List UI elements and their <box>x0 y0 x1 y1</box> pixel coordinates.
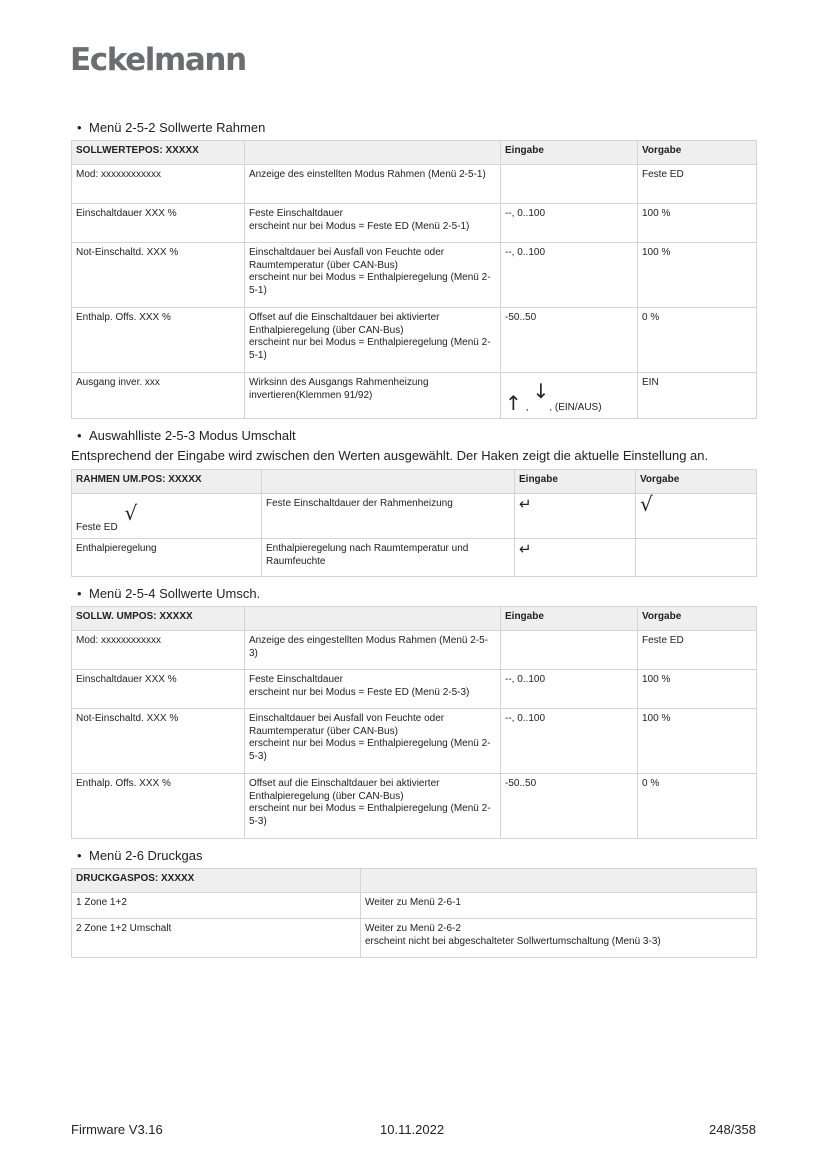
table-cell: Feste ED <box>638 631 757 670</box>
table-cell: Anzeige des einstellten Modus Rahmen (Menü 2-5-1) <box>245 165 501 204</box>
table-cell: -50..50 <box>501 774 638 839</box>
table-cell: Enthalpieregelung <box>72 539 262 577</box>
table-cell: 1 Zone 1+2 <box>72 893 361 919</box>
table-row <box>72 670 757 709</box>
table-row <box>72 204 757 243</box>
table-cell: Einschaltdauer bei Ausfall von Feuchte oder Raumtemperatur (über CAN-Bus) erscheint nur bei Modus = Enthalpieregelung (Menü 2-5-1) <box>245 243 501 308</box>
header-cell: Eingabe <box>515 470 636 494</box>
table-cell: Ausgang inver. xxx <box>72 373 245 419</box>
table-cell: Feste Einschaltdauer erscheint nur bei Modus = Feste ED (Menü 2-5-1) <box>245 204 501 243</box>
header-cell: Eingabe <box>501 607 638 631</box>
toggle-label: , (EIN/AUS) <box>549 401 602 413</box>
footer-date: 10.11.2022 <box>380 1122 445 1137</box>
header-cell <box>262 470 515 494</box>
header-cell: Vorgabe <box>638 607 757 631</box>
table-cell: 0 % <box>638 308 757 373</box>
table-cell: 100 % <box>638 243 757 308</box>
enter-icon: ↵ <box>519 540 532 558</box>
header-cell: Vorgabe <box>636 470 757 494</box>
table-cell: Enthalp. Offs. XXX % <box>72 774 245 839</box>
table-row <box>72 494 757 539</box>
table-header-row <box>72 470 757 494</box>
section-title: • Menü 2-5-4 Sollwerte Umsch. <box>77 586 261 601</box>
header-cell: SOLLW. UMPOS: XXXXX <box>72 607 245 631</box>
table-row <box>72 539 757 577</box>
sollwerte-rahmen-table <box>71 140 757 419</box>
table-cell <box>636 494 757 539</box>
table-cell: --, 0..100 <box>501 670 638 709</box>
table-cell: Mod: xxxxxxxxxxxx <box>72 165 245 204</box>
header-cell <box>245 607 501 631</box>
table-cell <box>501 631 638 670</box>
table-cell: Offset auf die Einschaltdauer bei aktivierter Enthalpieregelung (über CAN-Bus) erscheint nur bei Modus = Enthalpieregelung (Menü 2-5-1) <box>245 308 501 373</box>
table-row <box>72 919 757 958</box>
table-cell: --, 0..100 <box>501 243 638 308</box>
header-cell <box>361 869 757 893</box>
table-row <box>72 165 757 204</box>
table-cell: Not-Einschaltd. XXX % <box>72 709 245 774</box>
section-intro: Entsprechend der Eingabe wird zwischen den Werten ausgewählt. Der Haken zeigt die aktuelle Einstellung an. <box>71 448 709 463</box>
table-cell: -50..50 <box>501 308 638 373</box>
table-row <box>72 308 757 373</box>
table-cell <box>501 165 638 204</box>
table-row <box>72 709 757 774</box>
table-cell <box>501 373 638 419</box>
footer-firmware: Firmware V3.16 <box>71 1122 163 1137</box>
page-content <box>71 120 756 967</box>
sollwerte-umsch-table <box>71 606 757 839</box>
table-cell: Feste ED <box>638 165 757 204</box>
table-cell: Feste Einschaltdauer der Rahmenheizung <box>262 494 515 539</box>
table-cell: Einschaltdauer XXX % <box>72 670 245 709</box>
table-cell: Feste Einschaltdauer erscheint nur bei Modus = Feste ED (Menü 2-5-3) <box>245 670 501 709</box>
section-title: • Menü 2-6 Druckgas <box>77 848 203 863</box>
table-cell: --, 0..100 <box>501 204 638 243</box>
section-title: • Auswahlliste 2-5-3 Modus Umschalt <box>77 428 296 443</box>
table-cell: Offset auf die Einschaltdauer bei aktivierter Enthalpieregelung (über CAN-Bus) erscheint nur bei Modus = Enthalpieregelung (Menü 2-5-3) <box>245 774 501 839</box>
table-cell: Weiter zu Menü 2-6-2 erscheint nicht bei abgeschalteter Sollwertumschaltung (Menü 3-3) <box>361 919 757 958</box>
table-row <box>72 893 757 919</box>
table-row <box>72 774 757 839</box>
modus-umschalt-table <box>71 469 757 577</box>
table-cell: Einschaltdauer bei Ausfall von Feuchte oder Raumtemperatur (über CAN-Bus) erscheint nur bei Modus = Enthalpieregelung (Menü 2-5-3) <box>245 709 501 774</box>
table-cell: EIN <box>638 373 757 419</box>
header-cell: Vorgabe <box>638 141 757 165</box>
footer-page-number: 248/358 <box>709 1122 756 1137</box>
table-cell: Mod: xxxxxxxxxxxx <box>72 631 245 670</box>
table-row <box>72 243 757 308</box>
section-title: • Menü 2-5-2 Sollwerte Rahmen <box>77 120 266 135</box>
table-cell: Weiter zu Menü 2-6-1 <box>361 893 757 919</box>
header-cell: SOLLWERTEPOS: XXXXX <box>72 141 245 165</box>
header-cell: Eingabe <box>501 141 638 165</box>
header-cell: DRUCKGASPOS: XXXXX <box>72 869 361 893</box>
table-header-row <box>72 141 757 165</box>
table-cell: 100 % <box>638 204 757 243</box>
table-row <box>72 631 757 670</box>
table-cell: Anzeige des eingestellten Modus Rahmen (Menü 2-5-3) <box>245 631 501 670</box>
option-label: Feste ED <box>76 521 118 533</box>
table-row <box>72 373 757 419</box>
table-cell: 100 % <box>638 670 757 709</box>
table-cell: 100 % <box>638 709 757 774</box>
table-cell: Enthalp. Offs. XXX % <box>72 308 245 373</box>
enter-icon: ↵ <box>519 495 532 513</box>
table-cell: Not-Einschaltd. XXX % <box>72 243 245 308</box>
table-cell: Einschaltdauer XXX % <box>72 204 245 243</box>
table-cell: Enthalpieregelung nach Raumtemperatur und Raumfeuchte <box>262 539 515 577</box>
checkmark-icon: √ <box>640 492 653 516</box>
table-header-row <box>72 869 757 893</box>
separator: , <box>525 401 529 413</box>
table-cell <box>636 539 757 577</box>
header-cell: RAHMEN UM.POS: XXXXX <box>72 470 262 494</box>
arrow-up-icon: ↑ <box>505 390 522 415</box>
table-cell: 2 Zone 1+2 Umschalt <box>72 919 361 958</box>
arrow-down-icon: ↓ <box>532 378 550 403</box>
table-cell: --, 0..100 <box>501 709 638 774</box>
table-cell <box>515 539 636 577</box>
table-cell: 0 % <box>638 774 757 839</box>
table-cell <box>72 494 262 539</box>
table-header-row <box>72 607 757 631</box>
checkmark-icon: √ <box>124 500 138 525</box>
druckgas-table <box>71 868 757 958</box>
header-cell <box>245 141 501 165</box>
table-cell <box>515 494 636 539</box>
eckelmann-logo: Eckelmann <box>70 42 246 78</box>
table-cell: Wirksinn des Ausgangs Rahmenheizung invertieren(Klemmen 91/92) <box>245 373 501 419</box>
